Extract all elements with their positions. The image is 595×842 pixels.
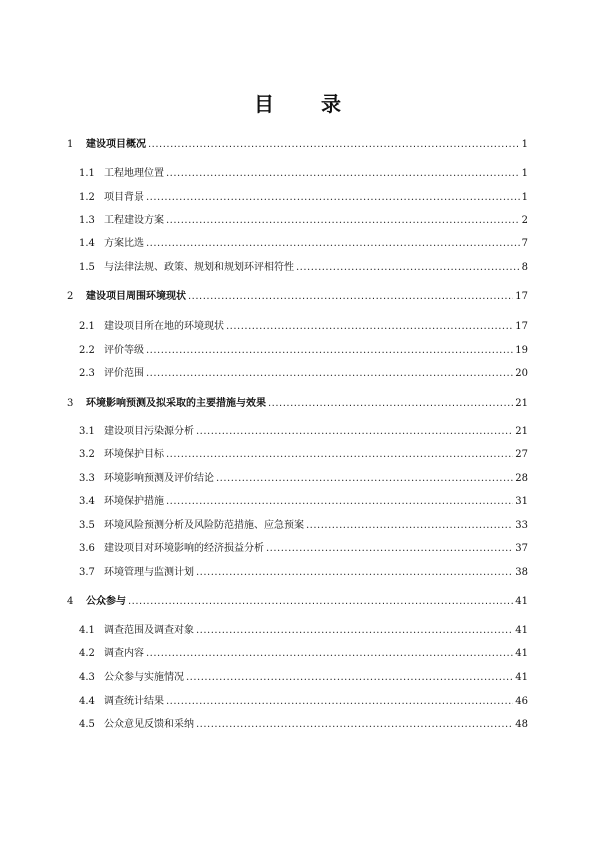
toc-entry-page-number: 19 [515, 345, 528, 356]
toc-section-entry[interactable] [79, 624, 528, 638]
toc-entry-title: 调查统计结果 [104, 696, 164, 707]
toc-chapter-entry[interactable] [67, 290, 528, 304]
toc-entry-title: 项目背景 [104, 192, 144, 203]
toc-entry-page-number: 7 [521, 238, 528, 249]
toc-dot-leader [268, 397, 513, 411]
toc-entry-page-number: 41 [515, 625, 528, 636]
toc-entry-number: 3.1 [79, 426, 95, 437]
toc-dot-leader [146, 367, 513, 381]
toc-section-entry[interactable] [79, 448, 528, 462]
toc-entry-page-number: 1 [521, 139, 528, 150]
toc-entry-page-number: 48 [515, 719, 528, 730]
toc-entry-title: 工程建设方案 [104, 215, 164, 226]
toc-entry-number: 3.6 [79, 543, 95, 554]
toc-entry-number: 4.4 [79, 696, 95, 707]
toc-entry-number: 4.3 [79, 672, 95, 683]
toc-entry-title: 建设项目所在地的环境现状 [104, 321, 224, 332]
toc-entry-number: 1.2 [79, 192, 95, 203]
toc-dot-leader [296, 261, 520, 275]
toc-entry-page-number: 21 [515, 398, 528, 409]
toc-section-entry[interactable] [79, 671, 528, 685]
toc-dot-leader [196, 718, 513, 732]
toc-entry-number: 3.7 [79, 567, 95, 578]
toc-entry-title: 方案比选 [104, 238, 144, 249]
toc-entry-number: 2.2 [79, 345, 95, 356]
toc-dot-leader [196, 566, 513, 580]
toc-entry-page-number: 27 [515, 449, 528, 460]
toc-entry-title: 公众参与实施情况 [104, 672, 184, 683]
toc-entry-title: 评价范围 [104, 368, 144, 379]
toc-dot-leader [188, 290, 513, 304]
toc-section-entry[interactable] [79, 566, 528, 580]
toc-entry-number: 2 [67, 291, 74, 302]
toc-entry-number: 1.4 [79, 238, 95, 249]
toc-entry-title: 环境影响预测及评价结论 [104, 473, 214, 484]
toc-entry-number: 1 [67, 139, 74, 150]
toc-dot-leader [148, 138, 520, 152]
toc-dot-leader [196, 425, 513, 439]
toc-entry-page-number: 41 [515, 596, 528, 607]
toc-entry-title: 环境影响预测及拟采取的主要措施与效果 [86, 398, 266, 409]
page-title: 目 录 [254, 92, 361, 116]
toc-dot-leader [266, 542, 513, 556]
toc-dot-leader [186, 671, 513, 685]
toc-entry-number: 2.3 [79, 368, 95, 379]
toc-entry-page-number: 28 [515, 473, 528, 484]
toc-section-entry[interactable] [79, 261, 528, 275]
toc-dot-leader [166, 214, 520, 228]
toc-entry-number: 3.5 [79, 520, 95, 531]
toc-entry-title: 公众意见反馈和采纳 [104, 719, 194, 730]
toc-chapter-entry[interactable] [67, 397, 528, 411]
toc-dot-leader [216, 472, 513, 486]
toc-entry-title: 公众参与 [86, 596, 126, 607]
toc-entry-page-number: 2 [521, 215, 528, 226]
toc-entry-number: 2.1 [79, 321, 95, 332]
toc-dot-leader [166, 695, 513, 709]
toc-dot-leader [146, 344, 513, 358]
toc-entry-title: 环境保护目标 [104, 449, 164, 460]
toc-entry-title: 与法律法规、政策、规划和规划环评相符性 [104, 262, 294, 273]
toc-entry-page-number: 17 [515, 321, 528, 332]
toc-entry-number: 4.2 [79, 648, 95, 659]
toc-entry-title: 调查内容 [104, 648, 144, 659]
toc-entry-page-number: 41 [515, 648, 528, 659]
toc-entry-title: 调查范围及调查对象 [104, 625, 194, 636]
toc-section-entry[interactable] [79, 214, 528, 228]
toc-section-entry[interactable] [79, 425, 528, 439]
toc-entry-title: 环境保护措施 [104, 496, 164, 507]
toc-entry-page-number: 21 [515, 426, 528, 437]
toc-section-entry[interactable] [79, 367, 528, 381]
toc-dot-leader [128, 595, 513, 609]
toc-entry-title: 环境管理与监测计划 [104, 567, 194, 578]
toc-entry-page-number: 17 [515, 291, 528, 302]
toc-entry-number: 1.3 [79, 215, 95, 226]
toc-entry-number: 4 [67, 596, 74, 607]
toc-entry-number: 4.5 [79, 719, 95, 730]
toc-entry-title: 环境风险预测分析及风险防范措施、应急预案 [104, 520, 304, 531]
toc-section-entry[interactable] [79, 519, 528, 533]
toc-entry-title: 建设项目污染源分析 [104, 426, 194, 437]
toc-dot-leader [196, 624, 513, 638]
toc-entry-page-number: 46 [515, 696, 528, 707]
toc-entry-number: 1.1 [79, 168, 95, 179]
toc-entry-number: 3.4 [79, 496, 95, 507]
toc-entry-number: 3 [67, 398, 74, 409]
toc-section-entry[interactable] [79, 495, 528, 509]
toc-entry-page-number: 41 [515, 672, 528, 683]
toc-entry-page-number: 1 [521, 192, 528, 203]
toc-section-entry[interactable] [79, 167, 528, 181]
toc-dot-leader [306, 519, 513, 533]
toc-section-entry[interactable] [79, 718, 528, 732]
toc-section-entry[interactable] [79, 542, 528, 556]
toc-entry-title: 建设项目对环境影响的经济损益分析 [104, 543, 264, 554]
toc-entry-page-number: 1 [521, 168, 528, 179]
toc-dot-leader [146, 237, 520, 251]
toc-entry-page-number: 37 [515, 543, 528, 554]
toc-dot-leader [146, 647, 513, 661]
toc-entry-number: 1.5 [79, 262, 95, 273]
toc-section-entry[interactable] [79, 344, 528, 358]
toc-entry-title: 建设项目周围环境现状 [86, 291, 186, 302]
toc-entry-title: 评价等级 [104, 345, 144, 356]
toc-entry-number: 3.2 [79, 449, 95, 460]
toc-entry-title: 建设项目概况 [86, 139, 146, 150]
toc-entry-page-number: 20 [515, 368, 528, 379]
toc-section-entry[interactable] [79, 191, 528, 205]
toc-entry-page-number: 38 [515, 567, 528, 578]
toc-entry-page-number: 33 [515, 520, 528, 531]
toc-dot-leader [166, 495, 513, 509]
toc-section-entry[interactable] [79, 320, 528, 334]
toc-chapter-entry[interactable] [67, 595, 528, 609]
toc-dot-leader [166, 448, 513, 462]
toc-entry-title: 工程地理位置 [104, 168, 164, 179]
toc-section-entry[interactable] [79, 695, 528, 709]
toc-entry-page-number: 8 [521, 262, 528, 273]
toc-section-entry[interactable] [79, 237, 528, 251]
toc-dot-leader [146, 191, 520, 205]
toc-section-entry[interactable] [79, 647, 528, 661]
toc-dot-leader [226, 320, 513, 334]
toc-entry-number: 4.1 [79, 625, 95, 636]
toc-dot-leader [166, 167, 520, 181]
toc-entry-page-number: 31 [515, 496, 528, 507]
toc-chapter-entry[interactable] [67, 138, 528, 152]
toc-entry-number: 3.3 [79, 473, 95, 484]
toc-section-entry[interactable] [79, 472, 528, 486]
